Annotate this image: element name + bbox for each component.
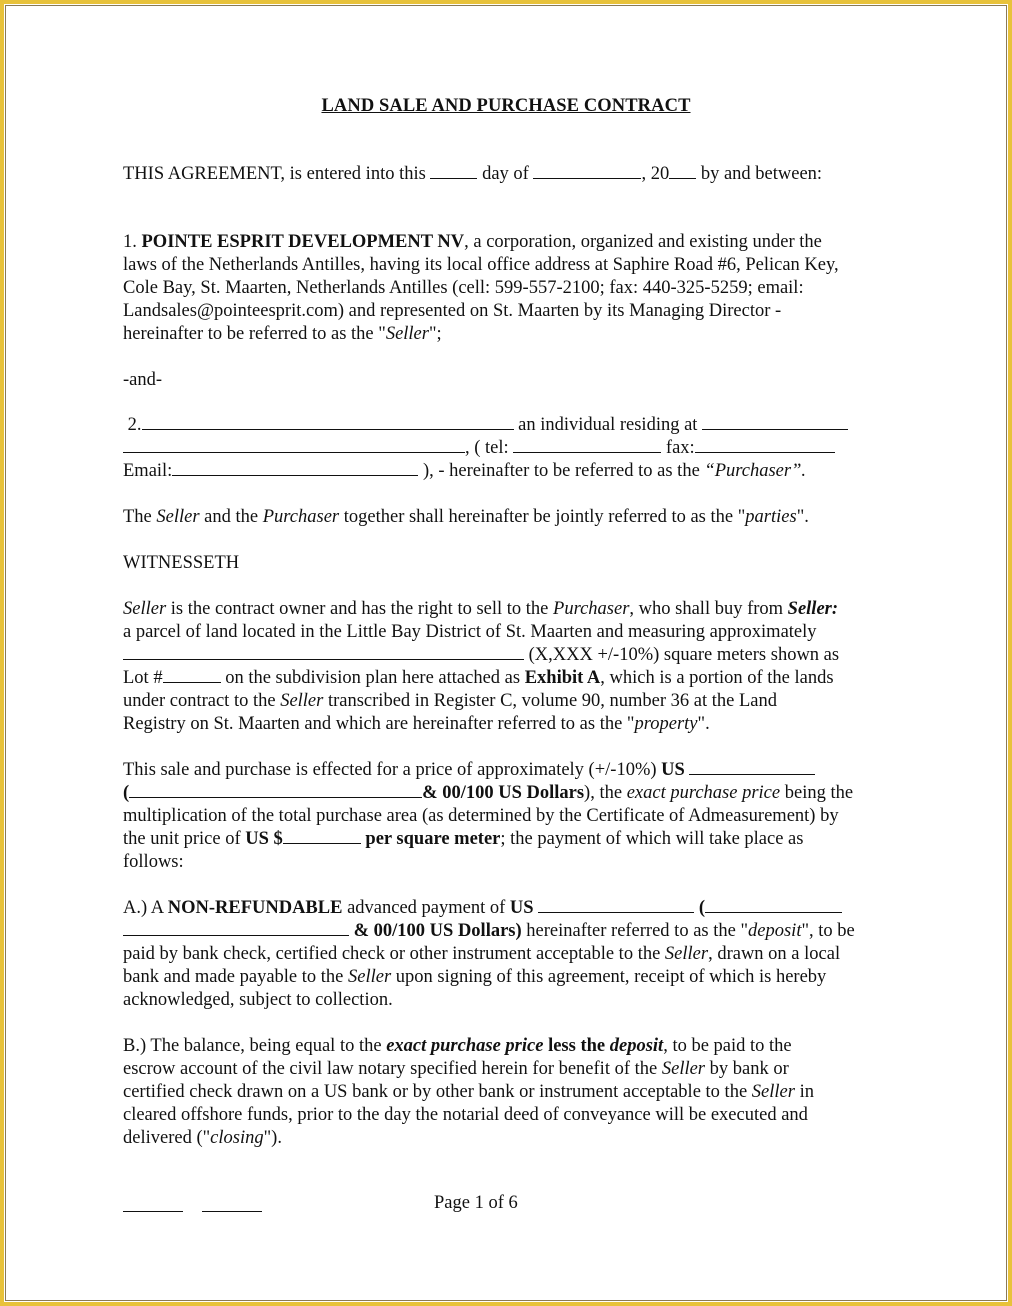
property-l6-tail: ". <box>697 714 710 734</box>
document-title: LAND SALE AND PURCHASE CONTRACT <box>321 96 691 116</box>
property-line1 <box>123 598 889 621</box>
property-seller: Seller <box>123 599 167 619</box>
party2-name-blank <box>142 414 514 430</box>
payment-b-closing: closing <box>210 1128 264 1148</box>
year-blank <box>669 163 696 179</box>
price-unit-us: US $ <box>245 829 283 849</box>
party1-name: POINTE ESPRIT DEVELOPMENT NV <box>141 232 465 252</box>
parties-sentence <box>123 506 889 529</box>
payment-b-line2 <box>123 1058 889 1081</box>
price-line3: multiplication of the total purchase area (as determined by the Certificate of Admeasurement) by <box>123 806 839 826</box>
party1-line5 <box>123 323 889 346</box>
property-seller-2: Seller: <box>787 599 839 619</box>
payment-a-line5: acknowledged, subject to collection. <box>123 990 393 1010</box>
payment-a-l4-lead: bank and made payable to the <box>123 967 348 987</box>
agreement-tail: by and between: <box>700 164 823 184</box>
deposit-words-blank-2 <box>123 920 349 936</box>
property-line2: a parcel of land located in the Little Bay District of St. Maarten and measuring approximately <box>123 622 817 642</box>
party2-line3 <box>123 460 889 483</box>
price-dollars: & 00/100 US Dollars <box>422 783 585 803</box>
price-amount-blank <box>689 759 815 775</box>
unit-price-blank <box>283 828 361 844</box>
price-us-label: US <box>661 760 685 780</box>
payment-b-paragraph <box>123 1035 889 1150</box>
deposit-words-blank <box>705 897 842 913</box>
day-blank <box>430 163 477 179</box>
party2-tel-blank <box>513 437 661 453</box>
payment-a-l4-seller: Seller <box>348 967 392 987</box>
payment-a-l1-mid: advanced payment of <box>342 898 510 918</box>
party1-block <box>123 231 889 346</box>
payment-a-line3 <box>123 943 889 966</box>
party2-role: “Purchaser”. <box>704 461 807 481</box>
page-number: Page 1 of 6 <box>434 1193 518 1213</box>
party1-line2: laws of the Netherlands Antilles, having its local office address at Saphire Road #6, Pelican Key, <box>123 255 839 275</box>
agreement-year-prefix: , 20 <box>641 164 670 184</box>
month-blank <box>533 163 641 179</box>
price-paragraph <box>123 759 889 874</box>
property-l4-tail: , which is a portion of the lands <box>600 668 834 688</box>
lot-blank <box>163 667 221 683</box>
price-l2-tail: being the <box>780 783 854 803</box>
party2-fax-blank <box>695 437 835 453</box>
party1-line1 <box>123 231 889 254</box>
payment-b-l1-tail: , to be paid to the <box>663 1036 792 1056</box>
initials-line-1 <box>123 1211 183 1212</box>
payment-b-line1 <box>123 1035 889 1058</box>
payment-a-nonrefundable: NON-REFUNDABLE <box>167 898 343 918</box>
price-open-paren: ( <box>123 783 130 803</box>
payment-a-l3-tail: , drawn on a local <box>708 944 841 964</box>
agreement-line <box>123 163 889 186</box>
payment-a-line4 <box>123 966 889 989</box>
payment-a-open-paren: ( <box>698 898 705 918</box>
property-paragraph <box>123 598 889 736</box>
party1-line5-lead: hereinafter to be referred to as the " <box>123 324 386 344</box>
price-line4 <box>123 828 889 851</box>
price-l1: This sale and purchase is effected for a price of approximately (+/-10%) <box>123 760 662 780</box>
party1-role: Seller <box>385 324 429 344</box>
payment-a-lead: A.) A <box>123 898 168 918</box>
payment-b-exact: exact purchase price <box>386 1036 544 1056</box>
price-line2 <box>123 782 889 805</box>
payment-b-line5 <box>123 1127 889 1150</box>
payment-b-deposit: deposit <box>609 1036 664 1056</box>
payment-a-l3-seller: Seller <box>664 944 709 964</box>
property-line6 <box>123 713 889 736</box>
property-lot-label: Lot # <box>123 668 163 688</box>
payment-b-l2-lead: escrow account of the civil law notary specified herein for benefit of the <box>123 1059 662 1079</box>
payment-b-l2-tail: by bank or <box>705 1059 789 1079</box>
payment-b-l2-seller: Seller <box>661 1059 706 1079</box>
property-word: property <box>634 714 698 734</box>
payment-a-line2 <box>123 920 889 943</box>
party1-line1-rest: , a corporation, organized and existing under the <box>464 232 822 252</box>
agreement-day-word: day of <box>482 164 529 184</box>
payment-a-l2-mid: hereinafter referred to as the " <box>521 921 749 941</box>
payment-a-deposit: deposit <box>748 921 802 941</box>
payment-b-line3 <box>123 1081 889 1104</box>
parties-word: parties <box>745 507 797 527</box>
party2-fax-label: fax: <box>665 438 695 458</box>
property-purchaser: Purchaser <box>553 599 630 619</box>
party2-email-label: Email: <box>123 461 173 481</box>
parties-p2: and the <box>199 507 263 527</box>
party1-line3: Cole Bay, St. Maarten, Netherlands Antilles (cell: 599-557-2100; fax: 440-325-5259; email: <box>123 278 804 298</box>
payment-b-lead: B.) The balance, being equal to the <box>123 1036 387 1056</box>
parties-p3: together shall hereinafter be jointly referred to as the " <box>339 507 746 527</box>
parties-purchaser: Purchaser <box>262 507 340 527</box>
property-l3-tail: (X,XXX +/-10%) square meters shown as <box>524 645 840 665</box>
property-exhibit: Exhibit A <box>524 668 601 688</box>
parties-p1: The <box>123 507 157 527</box>
payment-b-l3-seller: Seller <box>751 1082 795 1102</box>
price-exact-purchase-price: exact purchase price <box>626 783 781 803</box>
price-line1 <box>123 759 889 782</box>
property-line3 <box>123 644 889 667</box>
property-l5-seller: Seller <box>280 691 324 711</box>
party2-residing: an individual residing at <box>518 415 698 435</box>
property-line5 <box>123 690 889 713</box>
property-l6-lead: Registry on St. Maarten and which are hereinafter referred to as the " <box>123 714 635 734</box>
contract-page <box>123 92 889 1150</box>
agreement-lead: THIS AGREEMENT, is entered into this <box>123 164 426 184</box>
payment-a-dollars: & 00/100 US Dollars) <box>349 921 522 941</box>
price-line5: follows: <box>123 852 184 872</box>
payment-a-line1 <box>123 897 889 920</box>
property-l5-tail: transcribed in Register C, volume 90, number 36 at the Land <box>323 691 778 711</box>
payment-a-l3-lead: paid by bank check, certified check or other instrument acceptable to the <box>123 944 665 964</box>
price-l4-tail: ; the payment of which will take place as <box>500 829 804 849</box>
payment-a-l2-tail: ", to be <box>801 921 855 941</box>
price-l4-lead: the unit price of <box>123 829 246 849</box>
initials-line-2 <box>202 1211 262 1212</box>
payment-b-line4: cleared offshore funds, prior to the day the notarial deed of conveyance will be executed and <box>123 1105 808 1125</box>
party2-address-blank-2 <box>123 437 465 453</box>
payment-a-us: US <box>509 898 534 918</box>
party1-line5-tail: "; <box>428 324 442 344</box>
party1-number: 1. <box>123 232 137 252</box>
payment-b-l3-tail: in <box>794 1082 814 1102</box>
party2-tel-label: , ( tel: <box>465 438 509 458</box>
party2-number: 2. <box>127 415 142 435</box>
party2-address-blank <box>702 414 848 430</box>
parties-seller: Seller <box>156 507 200 527</box>
property-l1-mid: is the contract owner and has the right to sell to the <box>166 599 554 619</box>
witnesseth-heading: WITNESSETH <box>123 553 240 573</box>
price-l2-mid: ), the <box>584 783 627 803</box>
and-separator: -and- <box>123 370 163 390</box>
party2-line1 <box>123 414 889 437</box>
payment-b-l5-tail: "). <box>263 1128 282 1148</box>
property-l5-lead: under contract to the <box>123 691 281 711</box>
party2-line3-mid: ), - hereinafter to be referred to as the <box>422 461 705 481</box>
property-line4 <box>123 667 889 690</box>
deposit-amount-blank <box>538 897 694 913</box>
party2-email-blank <box>172 460 418 476</box>
payment-b-l5-lead: delivered (" <box>123 1128 211 1148</box>
party2-block <box>123 414 889 483</box>
parties-p4: ". <box>796 507 809 527</box>
price-per-square-meter: per square meter <box>360 829 501 849</box>
party2-line2 <box>123 437 889 460</box>
party1-line4: Landsales@pointeesprit.com) and represented on St. Maarten by its Managing Director - <box>123 301 782 321</box>
property-l1-mid2: , who shall buy from <box>629 599 788 619</box>
property-l4-mid: on the subdivision plan here attached as <box>220 668 525 688</box>
payment-b-less: less the <box>543 1036 610 1056</box>
payment-b-l3-lead: certified check drawn on a US bank or by other bank or instrument acceptable to the <box>123 1082 752 1102</box>
payment-a-paragraph <box>123 897 889 1012</box>
payment-a-l4-tail: upon signing of this agreement, receipt of which is hereby <box>391 967 827 987</box>
area-blank <box>123 644 524 660</box>
price-words-blank <box>129 782 422 798</box>
